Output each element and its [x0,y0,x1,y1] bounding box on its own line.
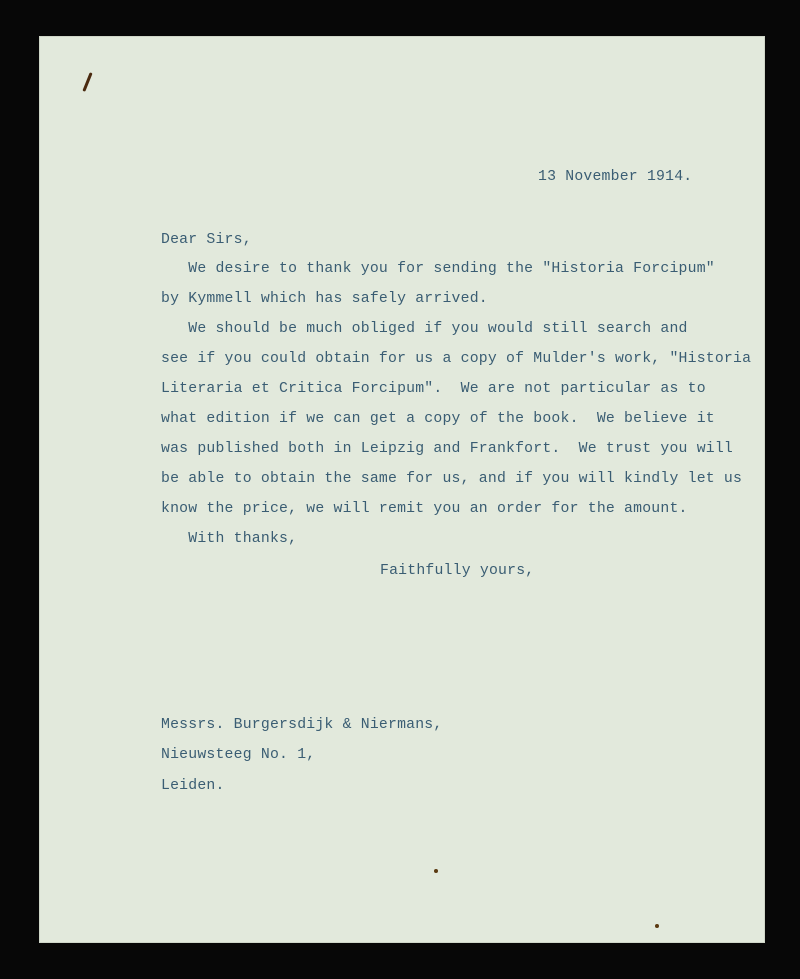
body-line: know the price, we will remit you an order for the amount. [161,501,688,517]
body-line: was published both in Leipzig and Frankfort. We trust you will [161,441,734,457]
body-line: We should be much obliged if you would still search and [161,321,688,337]
salutation: Dear Sirs, [161,232,252,248]
body-line: by Kymmell which has safely arrived. [161,291,488,307]
body-line: see if you could obtain for us a copy of Mulder's work, "Historia [161,351,752,367]
ink-speck [434,869,438,873]
body-line: Literaria et Critica Forcipum". We are not particular as to [161,381,706,397]
body-line: With thanks, [161,531,298,547]
ink-speck [655,924,659,928]
recipient-city: Leiden. [161,778,225,794]
letter-date: 13 November 1914. [538,169,693,185]
closing: Faithfully yours, [380,563,535,579]
body-line: be able to obtain the same for us, and if you will kindly let us [161,471,743,487]
recipient-name: Messrs. Burgersdijk & Niermans, [161,717,443,733]
recipient-street: Nieuwsteeg No. 1, [161,747,316,763]
body-line: We desire to thank you for sending the "Historia Forcipum" [161,261,715,277]
body-line: what edition if we can get a copy of the book. We believe it [161,411,715,427]
